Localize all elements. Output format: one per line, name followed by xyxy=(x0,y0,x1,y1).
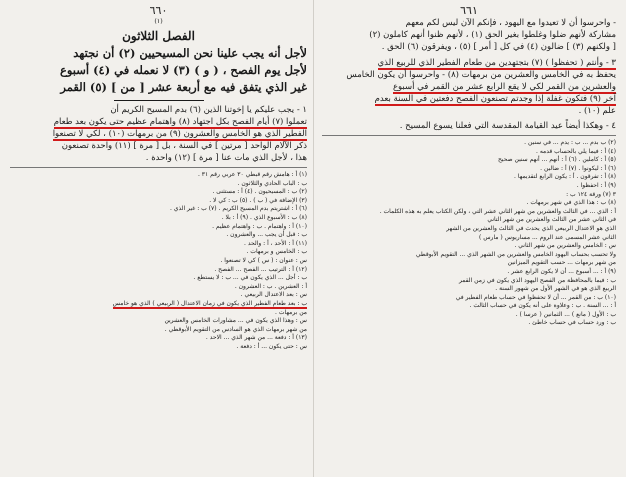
highlighted-text: ٣ - وأنتم ( تحفظوا ) (٧) بتجتهدين من طعام الفطير الذي للربيع الذي xyxy=(377,58,616,68)
para2-line-3 xyxy=(10,128,307,140)
footnote-marker: (١) xyxy=(154,18,163,25)
footnote-line: (٦) أ : اشتريتم بدم المسيح الكريم . (٧) ب : غير الذي . xyxy=(169,205,307,213)
footnote-line: ب : فيما بالمحافظة من الفصح اليهود الذي يكون في زمن القمر xyxy=(458,276,616,284)
para2-line-5: هذا ، لأجل الذي مات عنا [ مرة ] (١٢) واحدة . xyxy=(145,153,307,163)
footnote-line-highlighted xyxy=(10,300,307,309)
footnote-line: (٣) الإضافة في ( ب ) . (٥) ب : كي لا . xyxy=(209,196,307,204)
footnote-line: س : الخامس والعشرين من شهر الثاني . xyxy=(514,242,616,250)
footnote-line: (٩) أ : ... أسبوع ... أن لا يكون الرابع عشر . xyxy=(507,267,616,275)
footnote-line: أ : العشرين . ب : العشرون . xyxy=(234,282,307,290)
para3-line-3 xyxy=(322,81,616,93)
para4-line: ٤ - وهكذا أيضاً عيد القيامة المقدسة التي فعلنا يسوع المسيح . xyxy=(399,121,616,131)
footnote-line: من برمهات . xyxy=(275,308,307,316)
footnote-line: (١٠) ب : من القمر ... أن لا تحفظوا في حساب طعام الفطير في xyxy=(455,293,616,301)
right-page xyxy=(313,0,626,477)
body-line-1: لأجل أنه يجب علينا نحن المسيحيين (٢) أن نجتهد xyxy=(73,46,307,60)
footnote-line: (٢) ب : المسيحيون . (٤) أ : مستثنى . xyxy=(212,188,307,196)
para-top-line-3: [ ولكنهم (٣) ] ضالون (٤) في كل [ أمر ] (٥) ، ويفرقون (٦) الحق . xyxy=(381,42,616,52)
highlighted-text: ب : بعد طعام الفطير الذي يكون في زمان الاعتدال ( الربيعي ) الذي هو خامس xyxy=(112,299,307,307)
para3-line-4 xyxy=(322,93,616,105)
highlighted-text: آخر (٩) فتكون غفلة إذا وجدتم تصنعون الفصح دفعتين في السنة بعدم xyxy=(374,94,616,104)
footnote-line: (١١) أ : الأحد ، أ : والحد . xyxy=(244,239,307,247)
footnote-line: ب : ورد حساب في حساب خاطئ . xyxy=(528,319,616,327)
footnote-line: (٩) أ : احفظوا . xyxy=(576,181,616,189)
footnote-line: (١٠) أ : واهتمام . ب : واهتمام عظيم . xyxy=(212,222,307,230)
body-line-3: غير الذي يتفق فيه مع أربعة عشر [ من ] (٥) القمر xyxy=(60,80,307,94)
footnote-separator xyxy=(322,135,616,136)
footnote-line: الذي هو الاعتدال الربيعي الذي يحدث في الثالث والعشرين من الشهر xyxy=(446,224,616,232)
footnote-line: في الثاني عشر من الثالث والعشرين من شهر التاني xyxy=(487,216,616,224)
footnote-line: (١٣) أ : دفعة ... من شهر الذي ... الاحد . xyxy=(205,334,307,342)
para2-line-2 xyxy=(10,116,307,128)
para2-line-1: ١ - يجب عليكم يا إخوتنا الذين (٦) بدم المسيح الكريم أن xyxy=(110,105,307,115)
footnote-line: (٨) ب : الأسبوع الذي . (٩) أ : بلا . xyxy=(221,213,307,221)
highlighted-text: تعملوا (٧) أيام الفصح بكل اجتهاد (٨) واهتمام عظيم حتى يكون بعد طعام xyxy=(53,117,307,127)
footnote-line: الربيع الذي هو في الشهر الأول من شهور السنة . xyxy=(495,285,616,293)
footnote-line: من شهر برمهات ... حسب التقويم الميزانين xyxy=(507,259,616,267)
highlighted-text: الفطير الذي هو الخامس والعشرون (٩) من برمهات (١٠) ، لكي لا تصنعوا xyxy=(52,129,307,139)
divider xyxy=(114,100,204,101)
footnote-line: س : عنوان : ( س ) كي لا تصنعوا . xyxy=(220,256,307,264)
footnote-line: (٨) أ : تفرقون . أ : يكون الرابع لتقديمها . xyxy=(514,173,616,181)
highlighted-text: والعشرين من القمر لكي لا يقع الرابع عشر من القمر في أسبوع xyxy=(392,82,616,92)
footnote-line: ٣ (٧) ورقة ١٢٤ ب : xyxy=(566,190,616,198)
footnote-line: (١٢) أ : الترتيب ... الفصح ... الفصح . xyxy=(214,265,307,273)
body-line-2: لأجل يوم الفصح ، ( و ) (٣) لا نعمله في (٤) أسبوع xyxy=(59,63,307,77)
para3-line-1 xyxy=(322,57,616,69)
para-top-line-2: مشاركة لأنهم ضلوا وغلطوا بغير الحق (١) ، لأنهم ظنوا أنهم كاملون (٢) xyxy=(369,30,616,40)
page-number: ٦٦٠ xyxy=(149,4,168,17)
footnote-line: ب : الباب الحادي والثلاثون . xyxy=(237,179,307,187)
para3-line-2: يحفظ به في الخامس والعشرين من برمهات (٨) - واحرسوا أن يكون الخامس xyxy=(346,70,616,80)
footnote-line: أ : الذي ... في الثالث والعشرين من شهر الثاني عشر التي ، ولكن الكتاب يعلم به هذه الكلمات . xyxy=(379,207,616,215)
footnote-line: ولا تحسب بحساب اليهود الخامس والعشرين من الشهر الذي ... التقويم الأبوقطي xyxy=(415,250,616,258)
chapter-title: الفصل الثلاثون xyxy=(122,29,195,43)
footnote-line: (٤) أ : فيما يلي بالحساب قدمه . xyxy=(536,147,616,155)
footnote-line: (٢) ب بدم ... ب : يدم ... في سنين . xyxy=(524,139,616,146)
footnote-line: س : بعد الاعتدال الربيعي . xyxy=(240,291,307,299)
para3-line-5: علم (١٠) . xyxy=(578,106,616,116)
footnote-line: من شهر برمهات الذي هو السادس من التقويم الأبوقطي . xyxy=(164,325,307,333)
footnote-line: (١) أ : هامش رقم قبطي ٣٠ عربي رقم ٣١ . xyxy=(197,171,307,178)
footnote-line: س : وهذا الذي يكون في ... مشاورات الخامس والعشرين xyxy=(164,317,307,325)
footnote-line: ب : الخامس و برمهات . xyxy=(246,248,307,256)
footnote-line: (٨) ب : هذا الذي في شهر برمهات . xyxy=(526,199,616,207)
page-number: ٦٦١ xyxy=(460,4,478,17)
footnote-line: ب : الأول ( مانع ) ... الثمانين ( عرسا ) . xyxy=(515,310,616,318)
footnote-line: أ : ... السنة . ب : وعلاوة على أنه يكون في حساب الثالث . xyxy=(469,302,616,310)
footnote-line: س : حتى يكون ... أ : دفعة . xyxy=(236,342,307,350)
para-top-line-1: - واحرسوا أن لا تعيدوا مع اليهود ، فإنكم الآن ليس لكم معهم xyxy=(405,18,616,28)
footnote-line: ب : قبل أن يجب ... والعشرون . xyxy=(226,231,307,239)
footnote-line: (٥) أ : كاملين . (٦) أ : أنهم ... أنهم سنين صحيح xyxy=(497,156,616,164)
footnote-separator xyxy=(10,167,307,168)
footnote-line: (٦) أ : ليكونوا . (٧) أ : ضالين . xyxy=(540,164,616,172)
para2-line-4: ذكر الآلام الواحد [ مرتين ] في السنة ، بل [ مرة ] (١١) واحدة تصنعون xyxy=(61,141,307,151)
footnote-line: الثاني عشر المسمى عند الروم ... مساريوس ( مارس ) xyxy=(478,233,616,241)
footnote-line: ب : أجل ... الذي يكون في ... ب : لا يستطع . xyxy=(193,274,307,282)
